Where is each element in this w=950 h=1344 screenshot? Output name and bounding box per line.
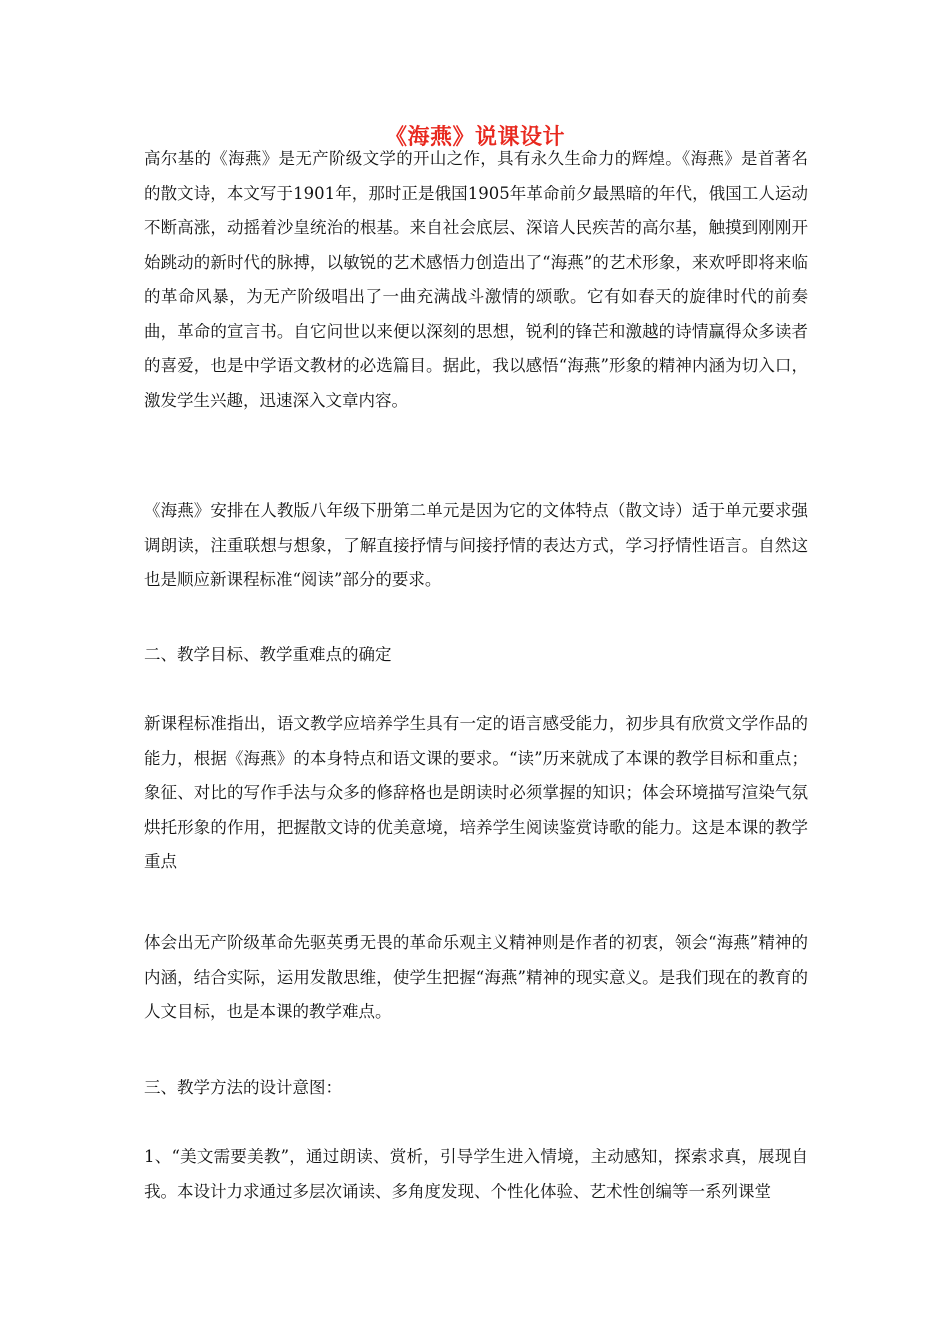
document-title: 《海燕》说课设计: [384, 124, 565, 150]
paragraph-intro: 高尔基的《海燕》是无产阶级文学的开山之作，具有永久生命力的辉煌。《海燕》是首著名的散文诗，本文写于1901年，那时正是俄国1905年革命前夕最黑暗的年代，俄国工人运动不断高涨，动摇着沙皇统治的根基。来自社会底层、深谙人民疾苦的高尔基，触摸到刚刚开始跳动的新时代的脉搏，以敏锐的艺术感悟力创造出了“海燕”的艺术形象，来欢呼即将来临的革命风暴，为无产阶级唱出了一曲充满战斗激情的颂歌。它有如春天的旋律时代的前奏曲，革命的宣言书。自它问世以来便以深刻的思想，锐利的锋芒和激越的诗情赢得众多读者的喜爱，也是中学语文教材的必选篇目。据此，我以感悟“海燕”形象的精神内涵为切入口，激发学生兴趣，迅速深入文章内容。: [144, 149, 808, 410]
section-heading-methods: 三、教学方法的设计意图：: [144, 1078, 342, 1097]
paragraph-placement: 《海燕》安排在人教版八年级下册第二单元是因为它的文体特点（散文诗）适于单元要求强调朗读，注重联想与想象，了解直接抒情与间接抒情的表达方式，学习抒情性语言。自然这也是顺应新课程标准“阅读”部分的要求。: [144, 501, 808, 589]
paragraph-method-1: 1、“美文需要美教”，通过朗读、赏析，引导学生进入情境，主动感知，探索求真，展现自我。本设计力求通过多层次诵读、多角度发现、个性化体验、艺术性创编等一系列课堂: [144, 1147, 808, 1201]
paragraph-goals: 新课程标准指出，语文教学应培养学生具有一定的语言感受能力，初步具有欣赏文学作品的能力，根据《海燕》的本身特点和语文课的要求。“读”历来就成了本课的教学目标和重点；象征、对比的写作手法与众多的修辞格也是朗读时必须掌握的知识；体会环境描写渲染气氛烘托形象的作用，把握散文诗的优美意境，培养学生阅读鉴赏诗歌的能力。这是本课的教学重点: [144, 714, 808, 871]
paragraph-difficulty: 体会出无产阶级革命先驱英勇无畏的革命乐观主义精神则是作者的初衷，领会“海燕”精神的内涵，结合实际，运用发散思维，使学生把握“海燕”精神的现实意义。是我们现在的教育的人文目标，也是本课的教学难点。: [144, 933, 808, 1021]
section-heading-goals: 二、教学目标、教学重难点的确定: [144, 645, 392, 664]
